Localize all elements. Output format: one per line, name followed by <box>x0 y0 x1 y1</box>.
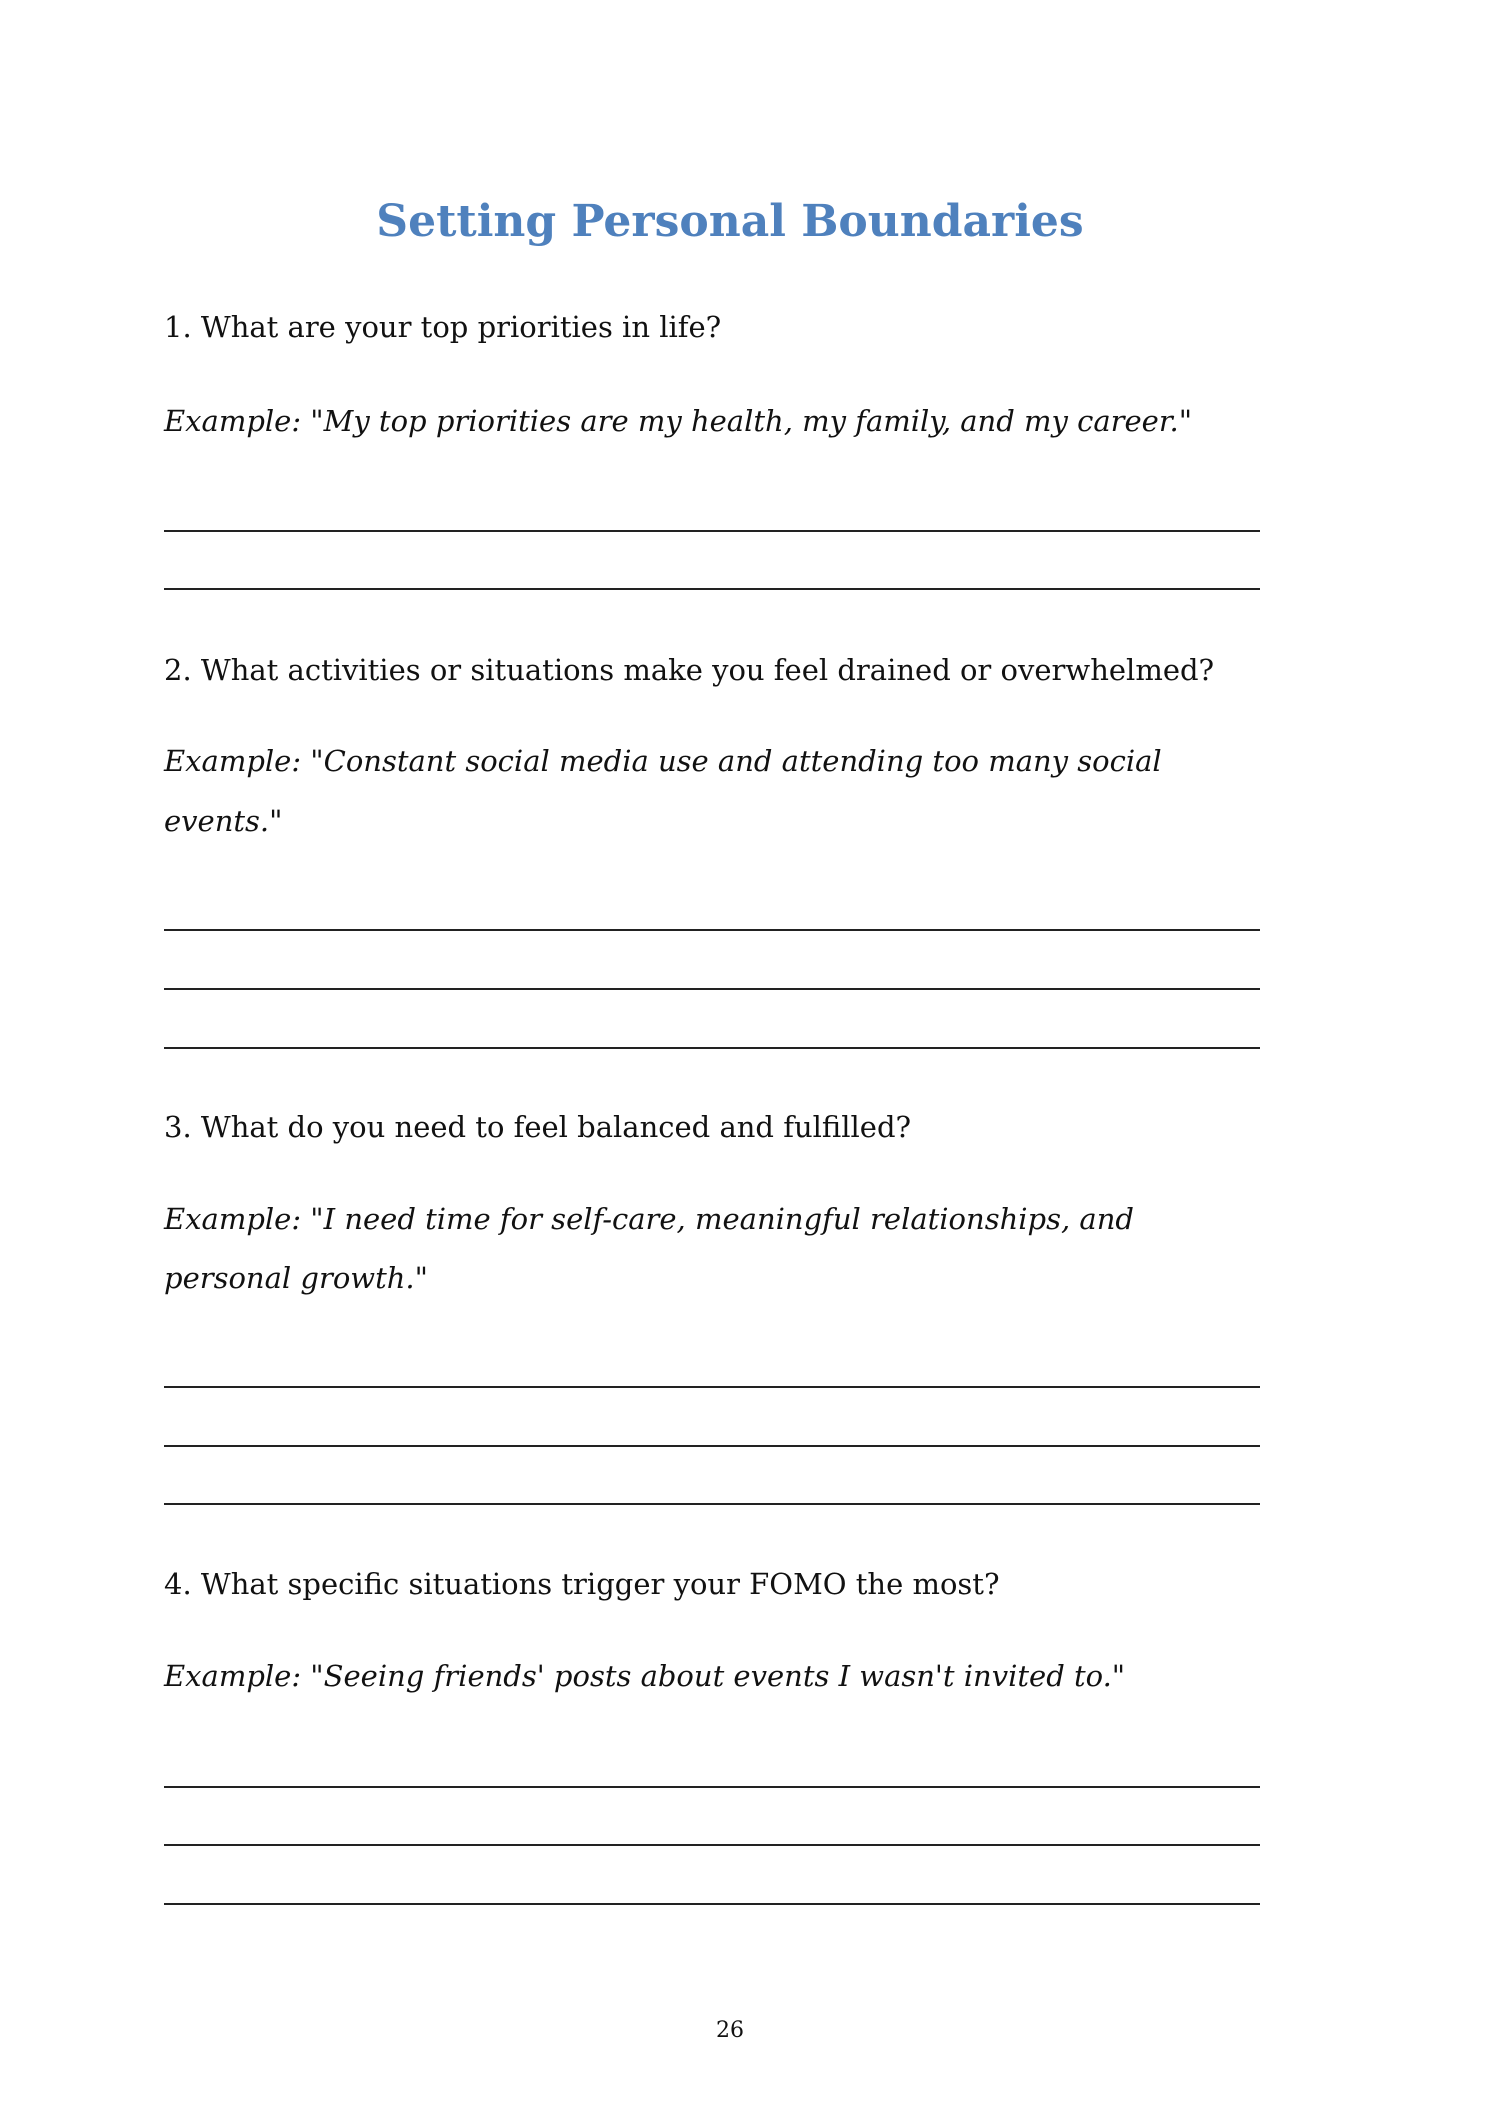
example-3-line-2: personal growth." <box>164 1261 428 1295</box>
answer-line[interactable] <box>164 1786 1260 1788</box>
example-2-line-1: Example: "Constant social media use and attending too many social <box>164 744 1162 778</box>
question-1: 1. What are your top priorities in life? <box>164 310 722 344</box>
answer-line[interactable] <box>164 1903 1260 1905</box>
example-4: Example: "Seeing friends' posts about events I wasn't invited to." <box>164 1659 1126 1693</box>
answer-line[interactable] <box>164 988 1260 990</box>
example-2-line-2: events." <box>164 804 283 838</box>
page-title: Setting Personal Boundaries <box>376 196 1084 247</box>
question-2: 2. What activities or situations make you feel drained or overwhelmed? <box>164 653 1215 687</box>
answer-line[interactable] <box>164 1503 1260 1505</box>
answer-line[interactable] <box>164 929 1260 931</box>
answer-line[interactable] <box>164 588 1260 590</box>
answer-line[interactable] <box>164 1844 1260 1846</box>
question-3: 3. What do you need to feel balanced and fulfilled? <box>164 1110 912 1144</box>
answer-line[interactable] <box>164 530 1260 532</box>
answer-line[interactable] <box>164 1445 1260 1447</box>
example-3-line-1: Example: "I need time for self-care, meaningful relationships, and <box>164 1202 1134 1236</box>
answer-line[interactable] <box>164 1047 1260 1049</box>
question-4: 4. What specific situations trigger your FOMO the most? <box>164 1567 1000 1601</box>
example-1: Example: "My top priorities are my health, my family, and my career." <box>164 404 1193 438</box>
answer-line[interactable] <box>164 1386 1260 1388</box>
page-number: 26 <box>716 2018 744 2043</box>
